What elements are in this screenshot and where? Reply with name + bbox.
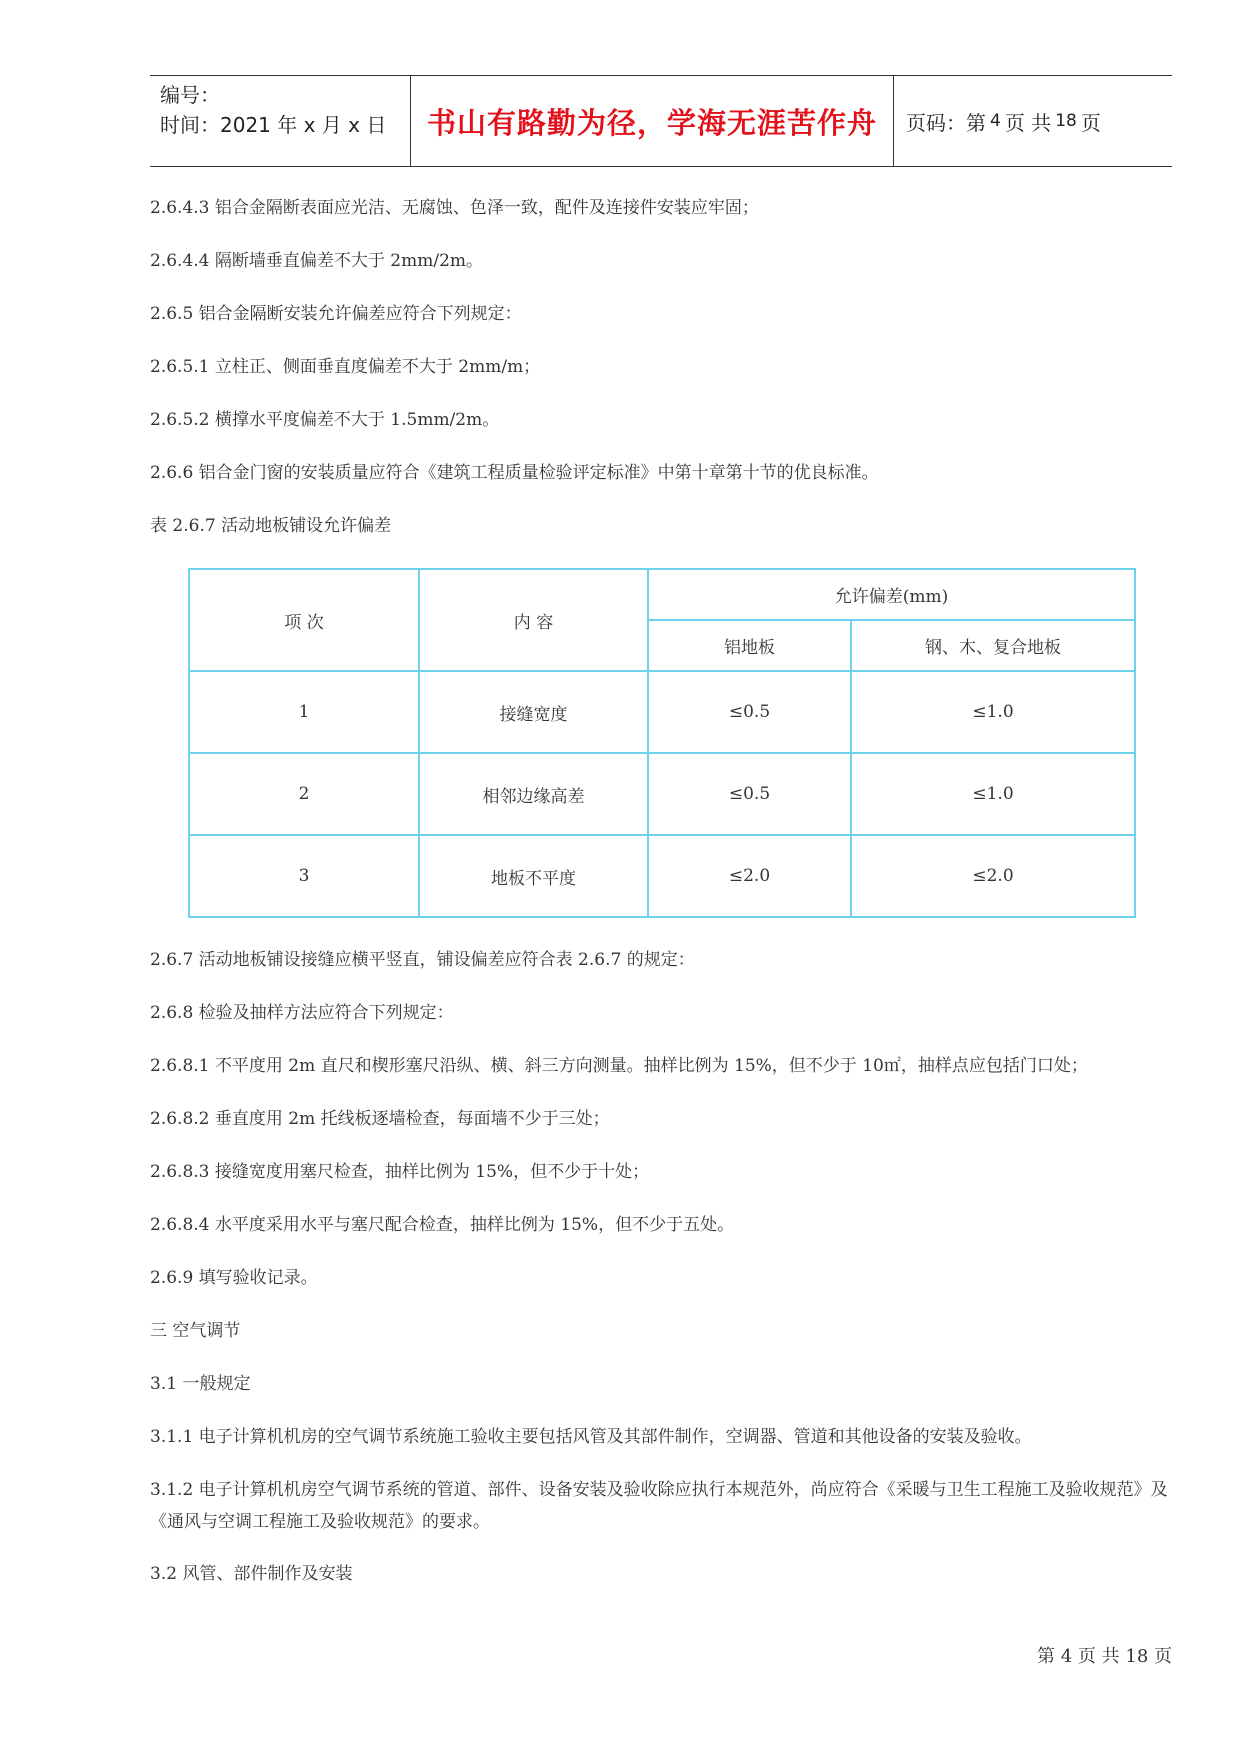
paragraph: 2.6.8 检验及抽样方法应符合下列规定： xyxy=(150,1003,454,1023)
paragraph: 2.6.8.4 水平度采用水平与塞尺配合检查，抽样比例为 15%，但不少于五处。 xyxy=(150,1215,735,1235)
table-row xyxy=(189,835,1135,917)
row-content: 地板不平度 xyxy=(419,835,648,917)
row-content: 接缝宽度 xyxy=(419,671,648,753)
row-other: ≤1.0 xyxy=(851,671,1135,753)
row-index: 1 xyxy=(189,671,419,753)
paragraph: 2.6.8.1 不平度用 2m 直尺和楔形塞尺沿纵、横、斜三方向测量。抽样比例为 15%，但不少于 10㎡，抽样点应包括门口处； xyxy=(150,1056,1088,1076)
paragraph: 2.6.5.1 立柱正、侧面垂直度偏差不大于 2mm/m； xyxy=(150,357,541,377)
paragraph: 2.6.6 铝合金门窗的安装质量应符合《建筑工程质量检验评定标准》中第十章第十节的优良标准。 xyxy=(150,463,879,483)
row-content: 相邻边缘高差 xyxy=(419,753,648,835)
header-content: 内 容 xyxy=(419,569,648,671)
row-aluminum: ≤2.0 xyxy=(648,835,851,917)
paragraph: 2.6.5.2 横撑水平度偏差不大于 1.5mm/2m。 xyxy=(150,410,500,430)
subsection-heading: 3.2 风管、部件制作及安装 xyxy=(150,1564,353,1584)
row-index: 2 xyxy=(189,753,419,835)
page-footer: 第 4 页 共 18 页 xyxy=(1037,1646,1172,1667)
header-motto: 书山有路勤为径，学海无涯苦作舟 xyxy=(410,76,894,166)
header-other-floor: 钢、木、复合地板 xyxy=(851,620,1135,671)
tolerance-table xyxy=(188,568,1136,918)
row-other: ≤1.0 xyxy=(851,753,1135,835)
table-row xyxy=(189,753,1135,835)
page-suffix: 页 xyxy=(1080,110,1101,135)
row-other: ≤2.0 xyxy=(851,835,1135,917)
paragraph: 2.6.9 填写验收记录。 xyxy=(150,1268,318,1288)
header-page-number xyxy=(894,76,1172,166)
section-heading: 三 空气调节 xyxy=(150,1321,241,1341)
paragraph: 2.6.4.4 隔断墙垂直偏差不大于 2mm/2m。 xyxy=(150,251,484,271)
header-aluminum: 铝地板 xyxy=(648,620,851,671)
row-index: 3 xyxy=(189,835,419,917)
row-aluminum: ≤0.5 xyxy=(648,671,851,753)
document-time-label: 时间：2021 年 x 月 x 日 xyxy=(160,113,387,137)
header-index: 项 次 xyxy=(189,569,419,671)
page-mid: 页 共 xyxy=(1004,110,1052,135)
paragraph: 2.6.7 活动地板铺设接缝应横平竖直，铺设偏差应符合表 2.6.7 的规定： xyxy=(150,950,695,970)
page-current: 4 xyxy=(990,111,1001,131)
paragraph: 2.6.8.2 垂直度用 2m 托线板逐墙检查，每面墙不少于三处； xyxy=(150,1109,610,1129)
paragraph: 2.6.8.3 接缝宽度用塞尺检查，抽样比例为 15%，但不少于十处； xyxy=(150,1162,650,1182)
document-number-label: 编号： xyxy=(160,83,220,107)
paragraph: 3.1.2 电子计算机机房空气调节系统的管道、部件、设备安装及验收除应执行本规范外，尚应符合《采暖与卫生工程施工及验收规范》及《通风与空调工程施工及验收规范》的要求。 xyxy=(150,1480,1168,1532)
paragraph: 2.6.5 铝合金隔断安装允许偏差应符合下列规定： xyxy=(150,304,522,324)
page-prefix: 页码：第 xyxy=(906,110,986,135)
page-header xyxy=(150,75,1172,167)
table-row xyxy=(189,671,1135,753)
table-caption: 表 2.6.7 活动地板铺设允许偏差 xyxy=(150,516,392,536)
header-tolerance: 允许偏差(mm) xyxy=(648,569,1135,620)
header-meta xyxy=(150,76,410,166)
subsection-heading: 3.1 一般规定 xyxy=(150,1374,251,1394)
paragraph: 3.1.1 电子计算机机房的空气调节系统施工验收主要包括风管及其部件制作，空调器、管道和其他设备的安装及验收。 xyxy=(150,1427,1032,1447)
page-total: 18 xyxy=(1055,111,1077,131)
row-aluminum: ≤0.5 xyxy=(648,753,851,835)
paragraph: 2.6.4.3 铝合金隔断表面应光洁、无腐蚀、色泽一致，配件及连接件安装应牢固； xyxy=(150,198,759,218)
